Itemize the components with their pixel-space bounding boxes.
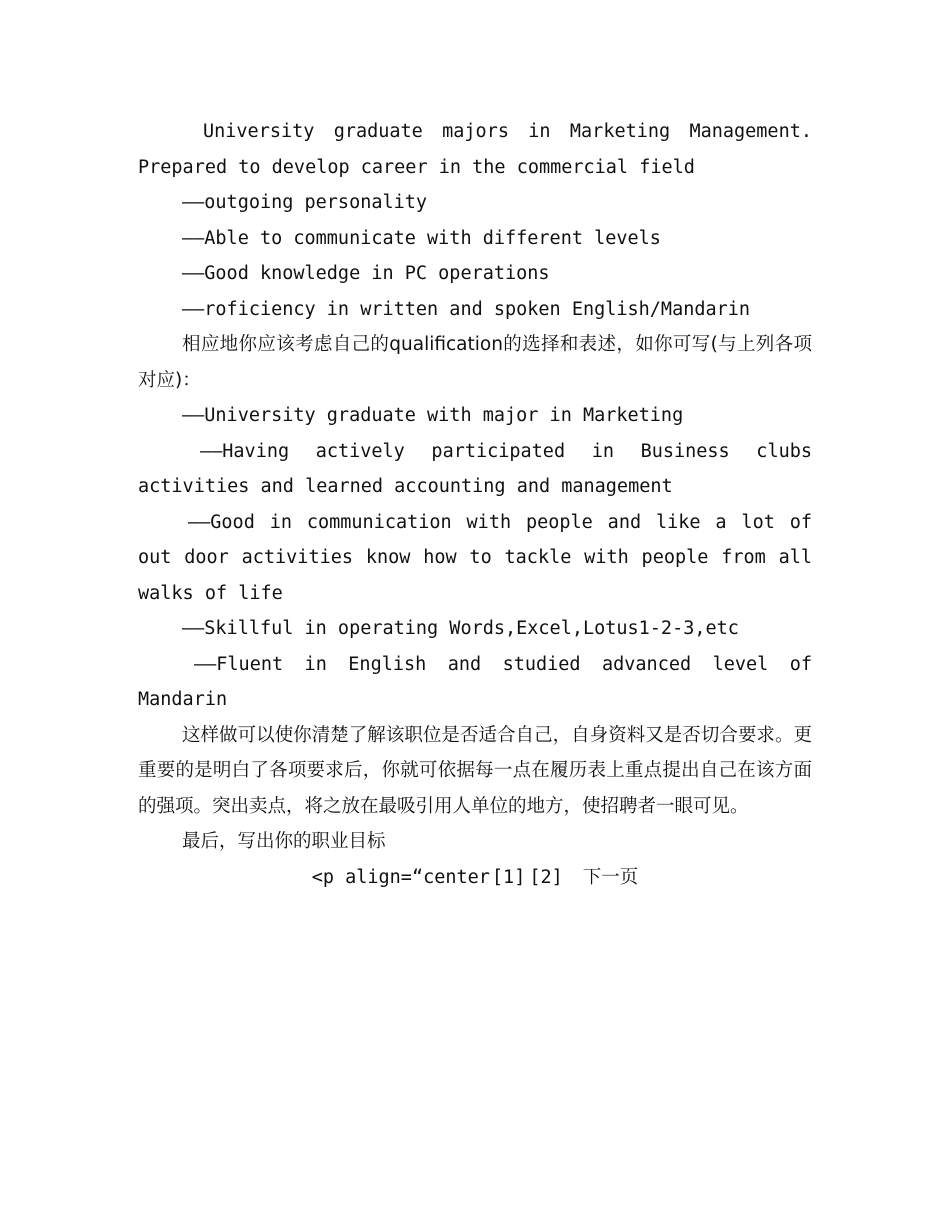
qualification-software: ——Skillful in operating Words,Excel,Lotus1-2-3,etc	[182, 618, 739, 639]
page-1-link[interactable]: [1]	[491, 866, 526, 888]
document-content	[138, 114, 812, 895]
qualification-business-clubs: ——Having actively participated in Business clubs activities and learned accounting and management	[138, 440, 812, 497]
page-navigation	[138, 860, 812, 896]
paragraph-qualification-guidance: 相应地你应该考虑自己的qualification的选择和表述，如你可写(与上列各项对应)：	[138, 334, 812, 391]
requirement-pc-knowledge: ——Good knowledge in PC operations	[182, 263, 550, 284]
qualification-university: ——University graduate with major in Marketing	[182, 405, 684, 426]
page-2-link[interactable]: [2]	[529, 866, 563, 888]
qualification-language: ——Fluent in English and studied advanced level of Mandarin	[138, 653, 812, 710]
qualification-communication: ——Good in communication with people and like a lot of out door activities know how to tackle with people from all walks of life	[138, 511, 812, 604]
paragraph-career-intro: University graduate majors in Marketing Management. Prepared to develop career in the commercial field	[138, 121, 812, 178]
page-navigation-prefix: <p align=“center	[311, 866, 490, 888]
requirement-language: ——roficiency in written and spoken English/Mandarin	[182, 298, 751, 320]
paragraph-career-objective: 最后，写出你的职业目标	[182, 831, 386, 852]
requirement-communication: ——Able to communicate with different levels	[182, 227, 661, 249]
requirement-outgoing: ——outgoing personality	[182, 192, 428, 213]
next-page-link[interactable]: 下一页	[582, 866, 639, 888]
paragraph-selling-points: 这样做可以使你清楚了解该职位是否适合自己，自身资料又是否切合要求。更重要的是明白了各项要求后，你就可依据每一点在履历表上重点提出自己在该方面的强项。突出卖点，将之放在最吸引用人单位的地方，使招聘者一眼可见。	[138, 724, 812, 817]
